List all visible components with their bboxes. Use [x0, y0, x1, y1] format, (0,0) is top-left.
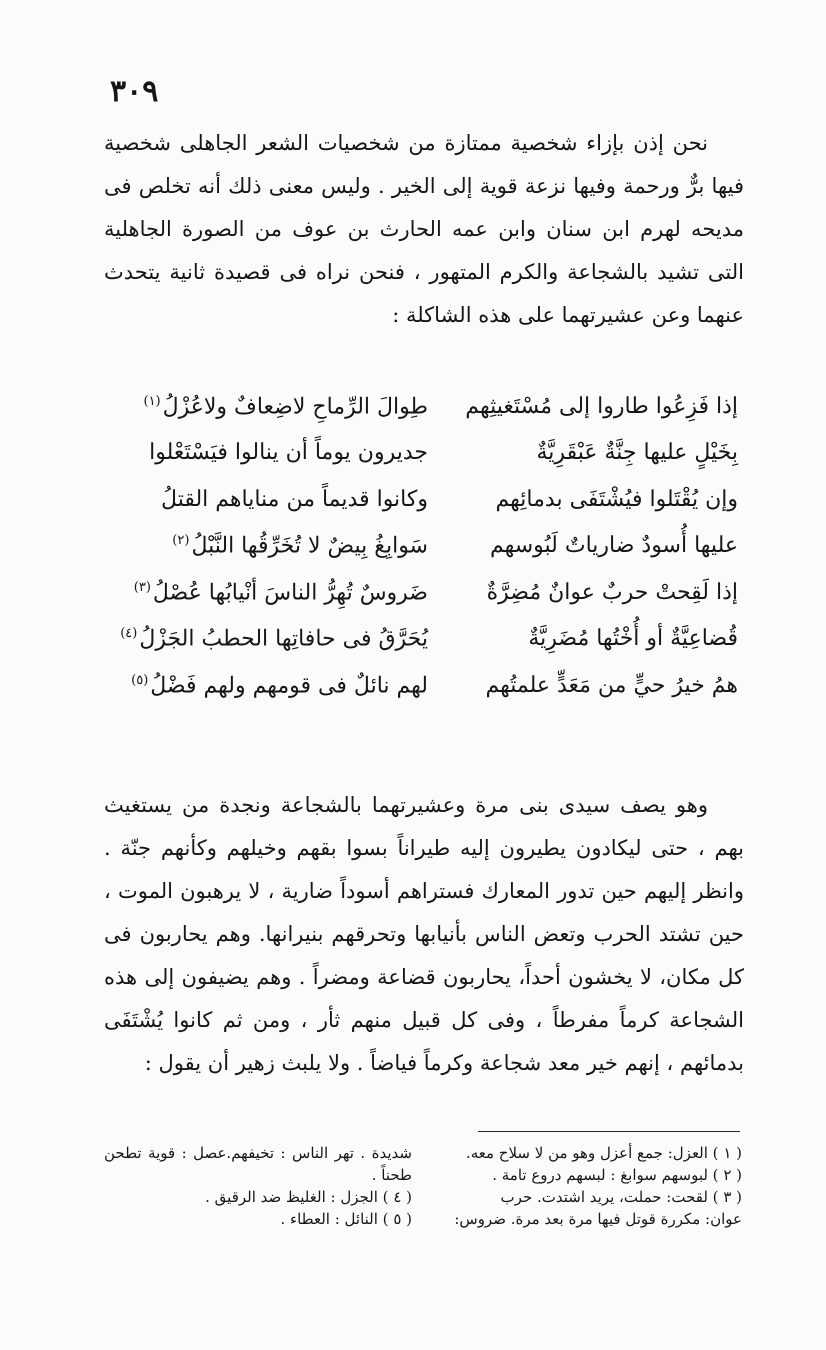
verse-second-hemistich [118, 394, 428, 419]
commentary-paragraph-block [104, 784, 744, 1085]
verse-second-hemistich [118, 580, 428, 605]
footnote-line: عوان: مكررة قوتل فيها مرة بعد مرة. ضروس: [454, 1210, 742, 1228]
poem-verse [118, 383, 738, 430]
verse-second-text: وكانوا قديماً من مناياهم القتلُ [161, 486, 428, 512]
footnote-ref: (٣) [133, 579, 151, 595]
poem-verse [118, 662, 738, 709]
footnote-divider [478, 1131, 740, 1132]
commentary-paragraph: وهو يصف سيدى بنى مرة وعشيرتهما بالشجاعة ونجدة من يستغيث بهم ، حتى ليكادون يطيرون إليه طيراناً بسوا بقهم وخيلهم وكأنهم جنّة . وانظر إليهم حين تدور المعارك فستراهم أسوداً ضارية ، لا يرهبون الموت ، حين تشتد الحرب وتعض الناس بأنيابها وتحرقهم بنيرانها. وهم يحاربون فى كل مكان، لا يخشون أحداً، يحاربون قضاعة ومضراً . وهم يضيفون إلى هذه الشجاعة كرماً مفرطاً ، وفى كل قبيل منهم ثأر ، ومن ثم كانوا يُشْتَفَى بدمائهم ، إنهم خير معد شجاعة وكرماً فياضاً . ولا يلبث زهير أن يقول : [104, 793, 744, 1075]
poem-verse [118, 569, 738, 616]
verse-second-hemistich [118, 440, 428, 465]
poem-verse [118, 616, 738, 663]
intro-paragraph: نحن إذن بإزاء شخصية ممتازة من شخصيات الشعر الجاهلى شخصية فيها برٌّ ورحمة وفيها نزعة قوية إلى الخير . وليس معنى ذلك أنه تخلص فى مديحه لهرم ابن سنان وابن عمه الحارث بن عوف من الصورة الجاهلية التى تشيد بالشجاعة والكرم المتهور ، فنحن نراه فى قصيدة ثانية يتحدث عنهما وعن عشيرتهما على هذه الشاكلة : [104, 131, 744, 327]
footnote-line: ( ٤ ) الجزل : الغليظ ضد الرقيق . [205, 1188, 412, 1206]
verse-first-hemistich: إذا لَقِحتْ حربٌ عوانٌ مُضِرَّةٌ [486, 579, 738, 605]
verse-second-hemistich [118, 673, 428, 698]
verse-second-hemistich [118, 626, 428, 651]
poem [118, 383, 738, 709]
footnote-ref: (٤) [120, 626, 138, 642]
verse-second-text: جديرون يوماً أن ينالوا فيَسْتَعْلوا [149, 440, 428, 466]
poem-verse [118, 476, 738, 523]
poem-verse [118, 523, 738, 570]
verse-first-hemistich: قُضاعِيَّةٌ أو أُخْتُها مُضَرِيَّةٌ [528, 626, 738, 652]
verse-second-text: طِوالَ الرِّماحِ لاضِعافٌ ولاعُزْلُ [162, 393, 428, 419]
verse-second-text: ضَروسٌ تُهِرُّ الناسَ أنْيابُها عُصْلُ [152, 579, 428, 605]
footnote-line: ( ٥ ) النائل : العطاء . [280, 1210, 412, 1228]
footnote-ref: (٥) [131, 672, 149, 688]
footnote-ref: (٢) [172, 533, 190, 549]
intro-paragraph-block [104, 122, 744, 337]
verse-first-hemistich: بِخَيْلٍ عليها جِنَّةٌ عَبْقَرِيَّةٌ [536, 440, 738, 466]
footnote-line: شديدة . تهر الناس : تخيفهم.عصل : قوية تطحن طحناً . [104, 1144, 412, 1184]
verse-first-hemistich: عليها أُسودٌ ضارياتٌ لَبُوسهم [489, 533, 738, 559]
verse-first-hemistich: وإن يُقْتَلوا فيُشْتَفَى بدمائِهم [495, 486, 738, 512]
verse-second-hemistich [118, 487, 428, 512]
footnote-line: ( ٢ ) لبوسهم سوابغ : لبسهم دروع تامة . [492, 1166, 742, 1184]
verse-second-text: يُحَرَّقُ فى حافاتِها الحطبُ الجَزْلُ [139, 626, 428, 652]
footnote-line: ( ١ ) العزل: جمع أعزل وهو من لا سلاح معه. [465, 1144, 742, 1162]
verse-second-text: لهم نائلٌ فى قومهم ولهم فَضْلُ [150, 672, 428, 698]
poem-verse [118, 430, 738, 477]
verse-second-hemistich [118, 533, 428, 558]
footnotes-left-column [104, 1142, 412, 1230]
verse-second-text: سَوابِغُ بِيضٌ لا تُخَرِّقُها النَّبْلُ [191, 533, 428, 559]
footnote-ref: (١) [143, 393, 161, 409]
verse-first-hemistich: همُ خيرُ حيٍّ من مَعَدٍّ علمتُهم [485, 672, 738, 698]
footnotes-right-column [454, 1142, 742, 1230]
footnote-line: ( ٣ ) لقحت: حملت، يريد اشتدت. حرب [500, 1188, 742, 1206]
page-number: ٣٠٩ [110, 74, 159, 109]
verse-first-hemistich: إذا فَزِعُوا طاروا إلى مُسْتَغيثِهم [465, 393, 738, 419]
